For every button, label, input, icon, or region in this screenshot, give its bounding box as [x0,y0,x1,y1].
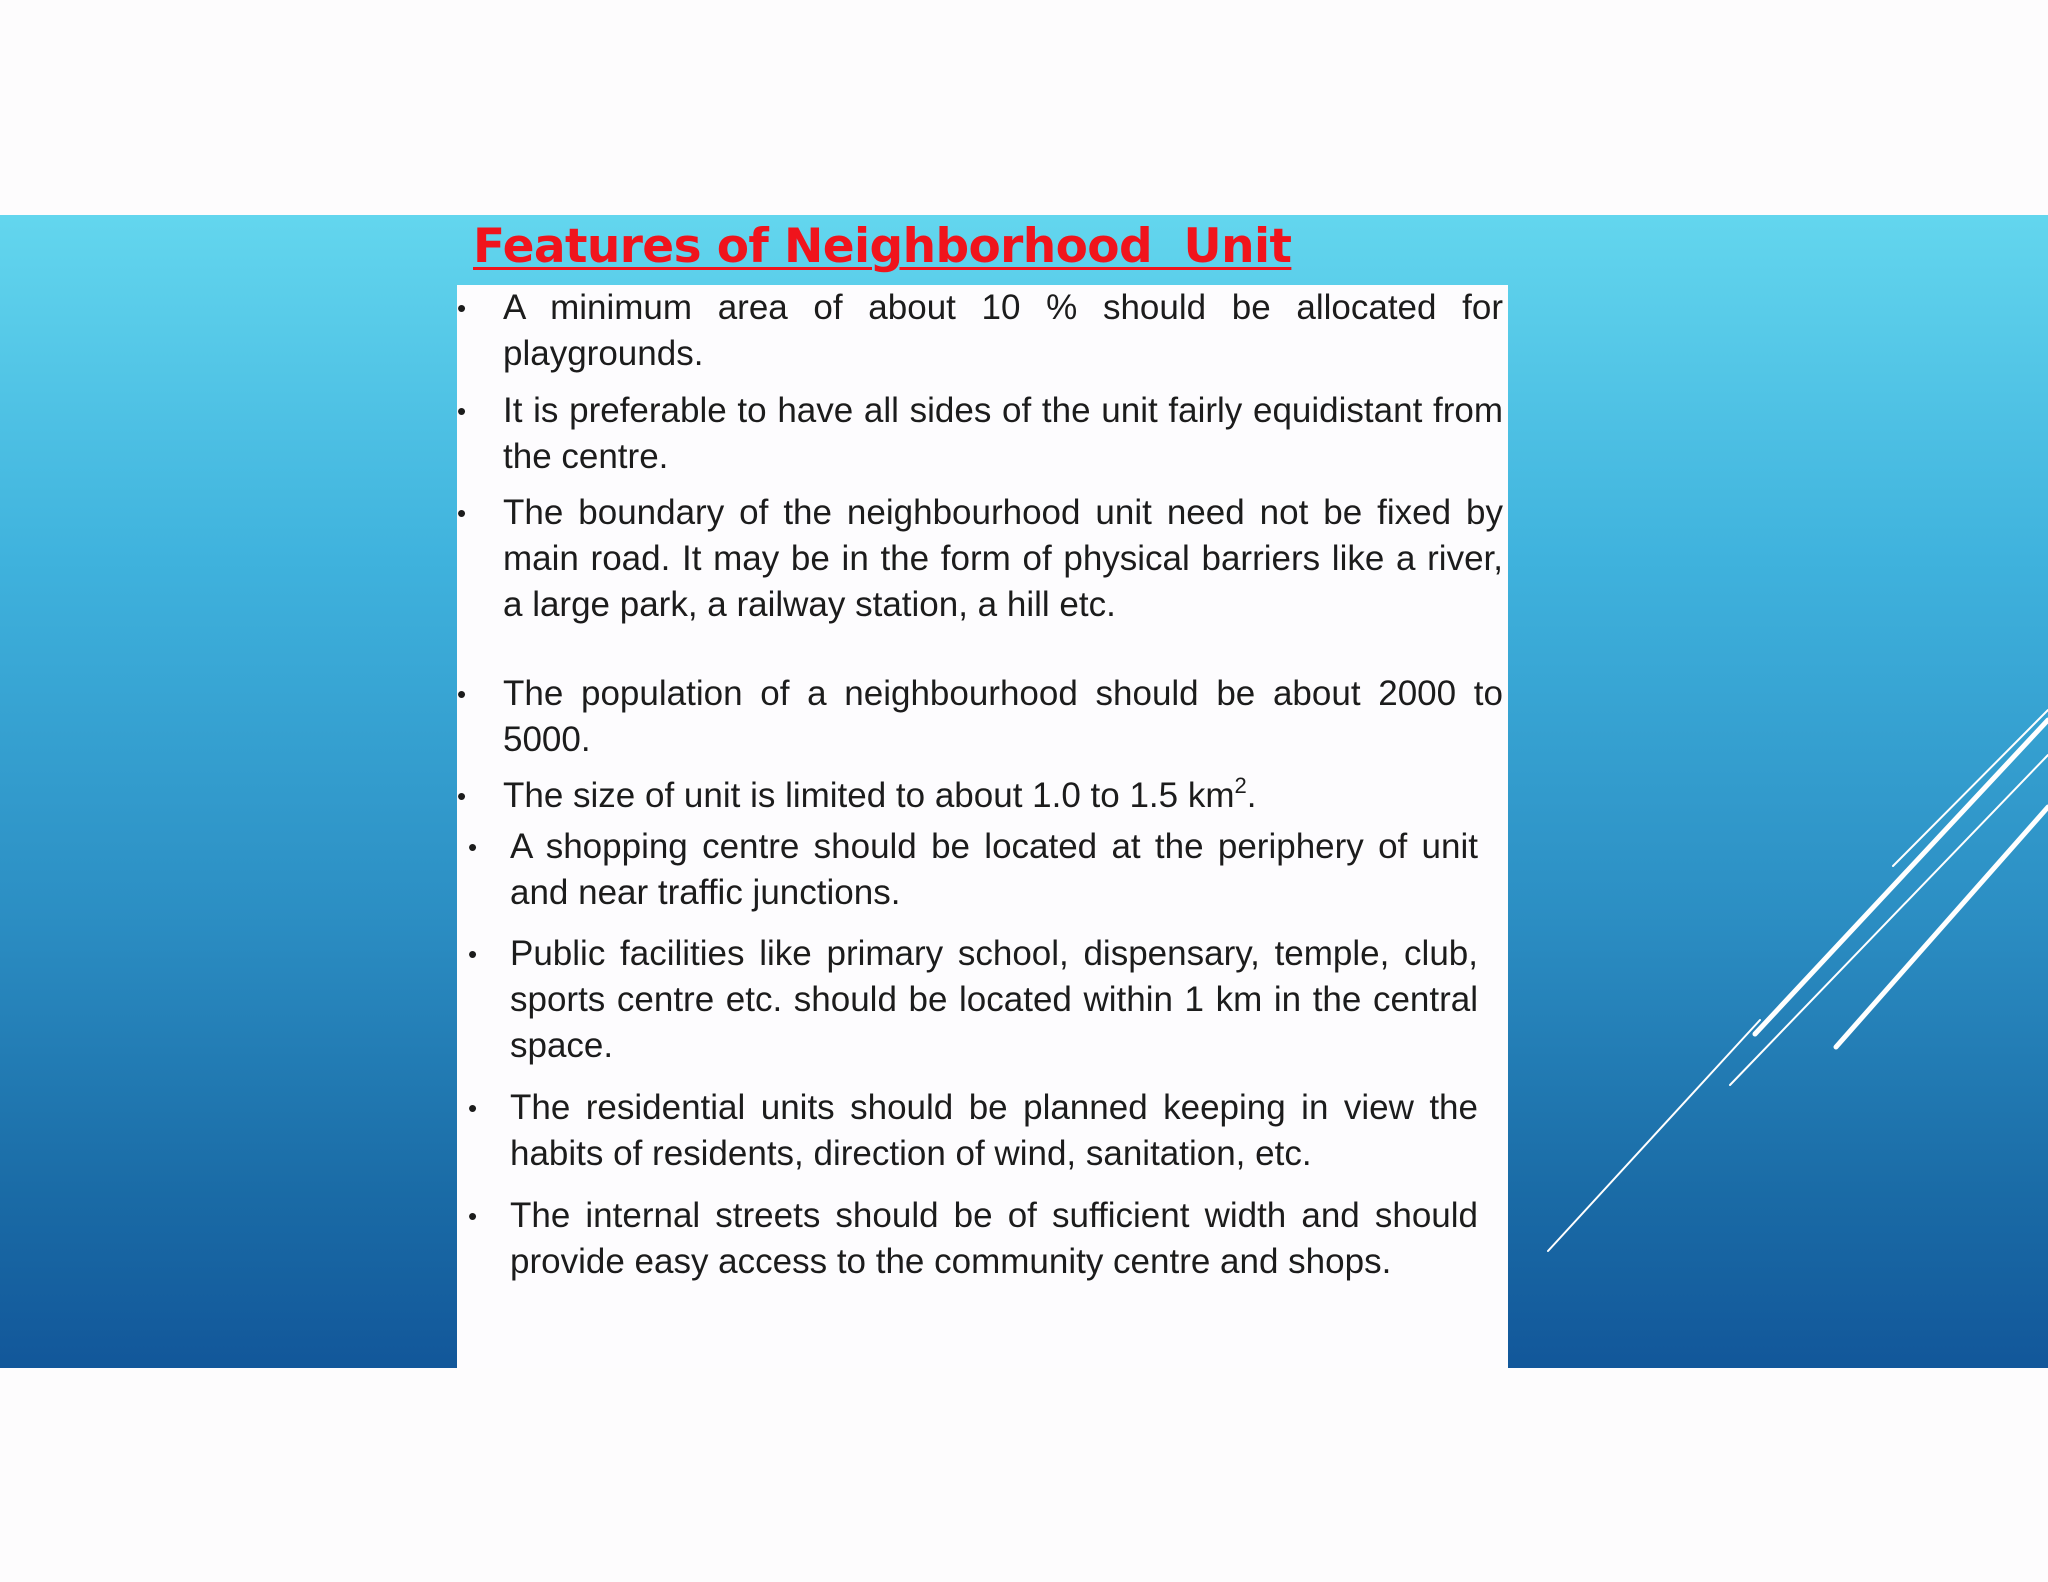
content-panel [457,285,1508,1368]
list-item [457,773,1503,819]
list-item-text: The residential units should be planned keeping in view the habits of residents, direction of wind, sanitation, etc. [510,1088,1478,1173]
slide-title: Features of Neighborhood Unit [473,219,1292,274]
bullet-icon: • [468,1201,478,1231]
list-item [468,824,1478,916]
bullet-icon: • [457,498,467,528]
slide [0,215,2048,1368]
list-item [468,1085,1478,1177]
list-item-suffix: . [1246,776,1257,815]
list-item-text: The population of a neighbourhood should be about 2000 to 5000. [503,674,1503,759]
list-item [457,388,1503,480]
bullet-icon: • [457,293,467,323]
list-item [457,671,1503,763]
bullet-icon: • [468,939,478,969]
list-item-text: It is preferable to have all sides of the unit fairly equidistant from the centre. [503,391,1503,476]
list-item-text: The boundary of the neighbourhood unit need not be fixed by main road. It may be in the form of physical barriers like a river, a large park, a railway station, a hill etc. [503,493,1503,624]
bullet-icon: • [457,679,467,709]
list-item-text: Public facilities like primary school, dispensary, temple, club, sports centre etc. should be located within 1 km in the central space. [510,934,1478,1065]
list-item [468,1193,1478,1285]
list-item [468,931,1478,1069]
bullet-icon: • [457,781,467,811]
list-item-text: A shopping centre should be located at the periphery of unit and near traffic junctions. [510,827,1478,912]
list-item [457,285,1503,377]
list-item-text: The size of unit is limited to about 1.0 to 1.5 km [503,776,1235,815]
list-item-text: The internal streets should be of sufficient width and should provide easy access to the community centre and shops. [510,1196,1478,1281]
superscript: 2 [1234,773,1247,798]
bullet-icon: • [457,396,467,426]
list-item-text: A minimum area of about 10 % should be allocated for playgrounds. [503,288,1503,373]
list-item [457,490,1503,628]
bullet-icon: • [468,1093,478,1123]
bullet-icon: • [468,832,478,862]
